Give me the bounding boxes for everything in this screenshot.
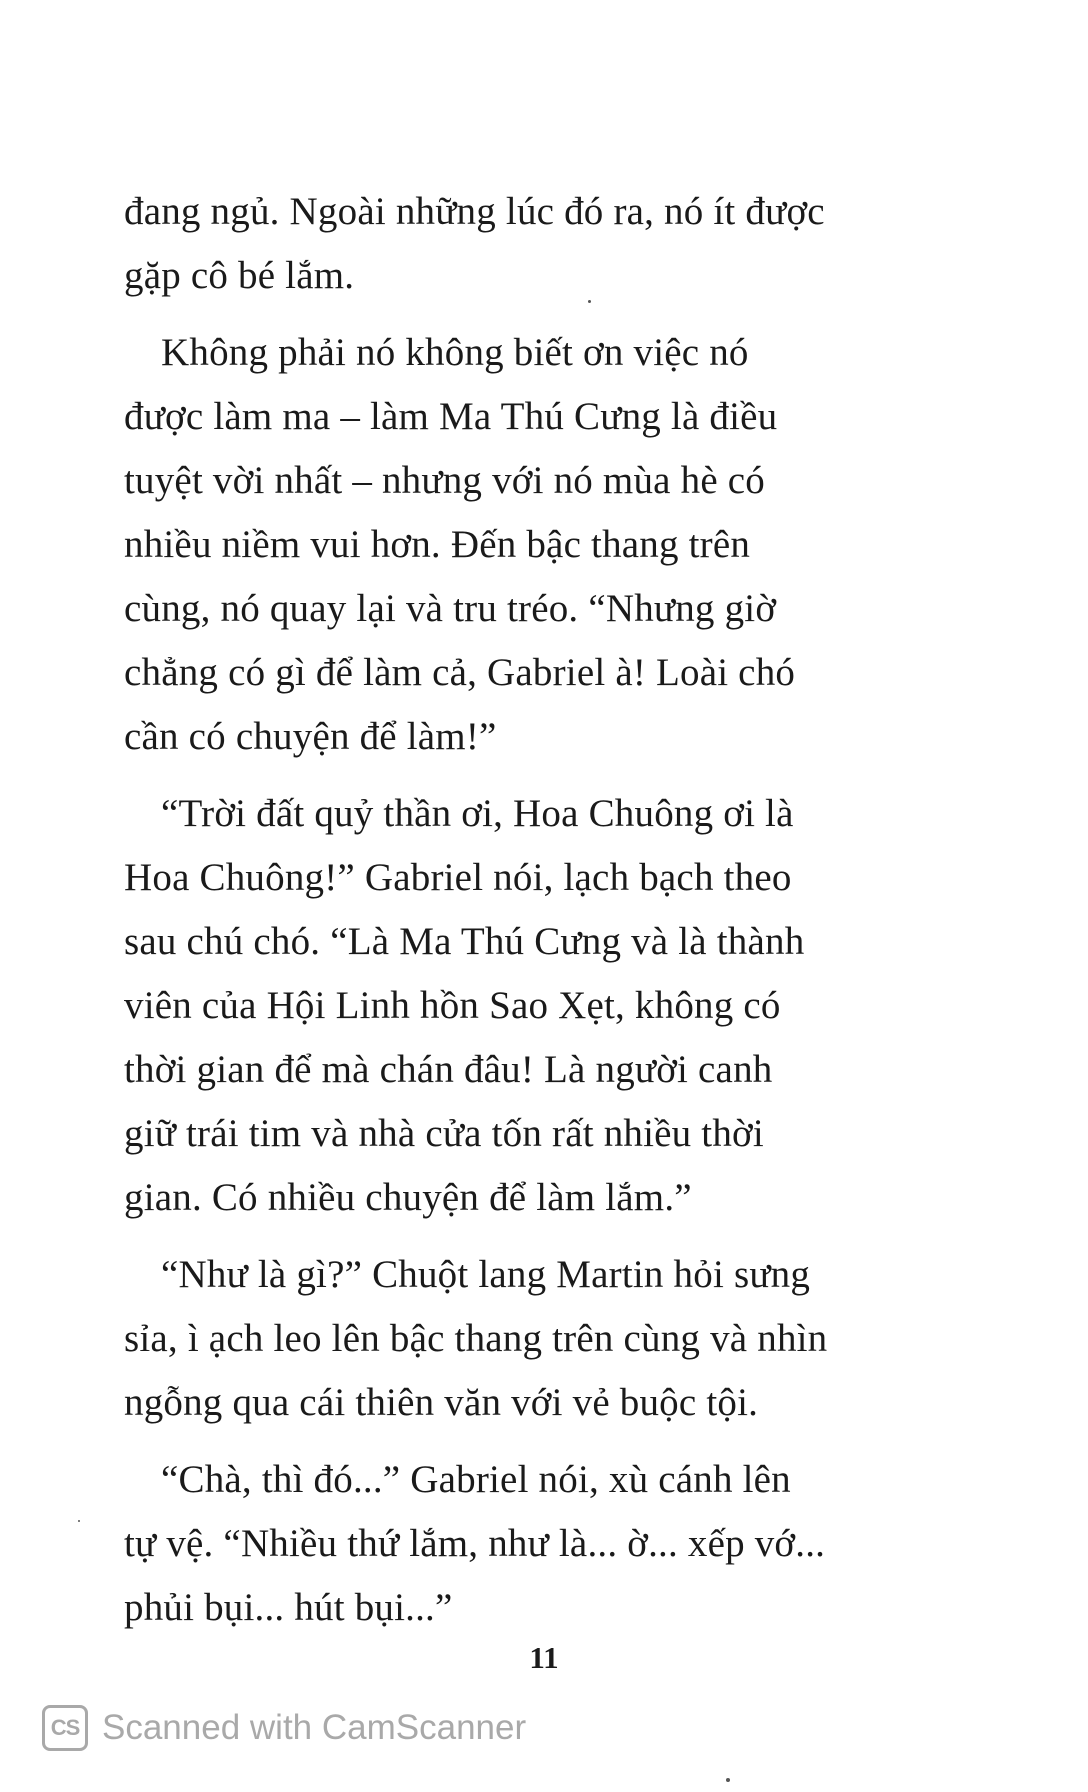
paragraph <box>124 321 924 769</box>
text-line: Không phải nó không biết ơn việc nó <box>161 331 749 374</box>
text-line: đang ngủ. Ngoài những lúc đó ra, nó ít được <box>124 190 825 233</box>
text-line: giữ trái tim và nhà cửa tốn rất nhiều thời <box>124 1112 764 1155</box>
text-line: gian. Có nhiều chuyện để làm lắm.” <box>124 1176 692 1219</box>
text-line: ngỗng qua cái thiên văn với vẻ buộc tội. <box>124 1381 759 1424</box>
text-line: phủi bụi... hút bụi...” <box>124 1586 453 1629</box>
camscanner-logo-icon: CS <box>42 1705 88 1751</box>
text-line: sỉa, ì ạch leo lên bậc thang trên cùng và nhìn <box>124 1317 828 1360</box>
scan-speck <box>588 300 591 303</box>
text-line: chẳng có gì để làm cả, Gabriel à! Loài chó <box>124 651 796 694</box>
watermark-text: Scanned with CamScanner <box>102 1708 527 1747</box>
scan-speck <box>78 1520 80 1522</box>
body-text <box>124 180 924 1640</box>
scan-speck <box>726 1778 730 1782</box>
text-line: “Như là gì?” Chuột lang Martin hỏi sưng <box>161 1253 811 1296</box>
text-line: cần có chuyện để làm!” <box>124 715 497 758</box>
text-line: viên của Hội Linh hồn Sao Xẹt, không có <box>124 984 781 1027</box>
text-line: Hoa Chuông!” Gabriel nói, lạch bạch theo <box>124 856 792 899</box>
text-line: tuyệt vời nhất – nhưng với nó mùa hè có <box>124 459 765 502</box>
text-line: sau chú chó. “Là Ma Thú Cưng và là thành <box>124 920 805 963</box>
text-line: “Trời đất quỷ thần ơi, Hoa Chuông ơi là <box>161 792 794 835</box>
page-number: 11 <box>529 1640 559 1675</box>
text-line: tự vệ. “Nhiều thứ lắm, như là... ờ... xếp vớ... <box>124 1522 826 1565</box>
text-line: gặp cô bé lắm. <box>124 254 355 297</box>
text-line: thời gian để mà chán đâu! Là người canh <box>124 1048 773 1091</box>
text-line: được làm ma – làm Ma Thú Cưng là điều <box>124 395 778 438</box>
paragraph <box>124 180 924 308</box>
paragraph <box>124 782 924 1230</box>
paragraph <box>124 1243 924 1435</box>
paragraph <box>124 1448 924 1640</box>
camscanner-watermark <box>42 1705 526 1751</box>
text-line: “Chà, thì đó...” Gabriel nói, xù cánh lên <box>161 1458 791 1501</box>
text-line: cùng, nó quay lại và tru tréo. “Nhưng giờ <box>124 587 777 630</box>
text-line: nhiều niềm vui hơn. Đến bậc thang trên <box>124 523 751 566</box>
